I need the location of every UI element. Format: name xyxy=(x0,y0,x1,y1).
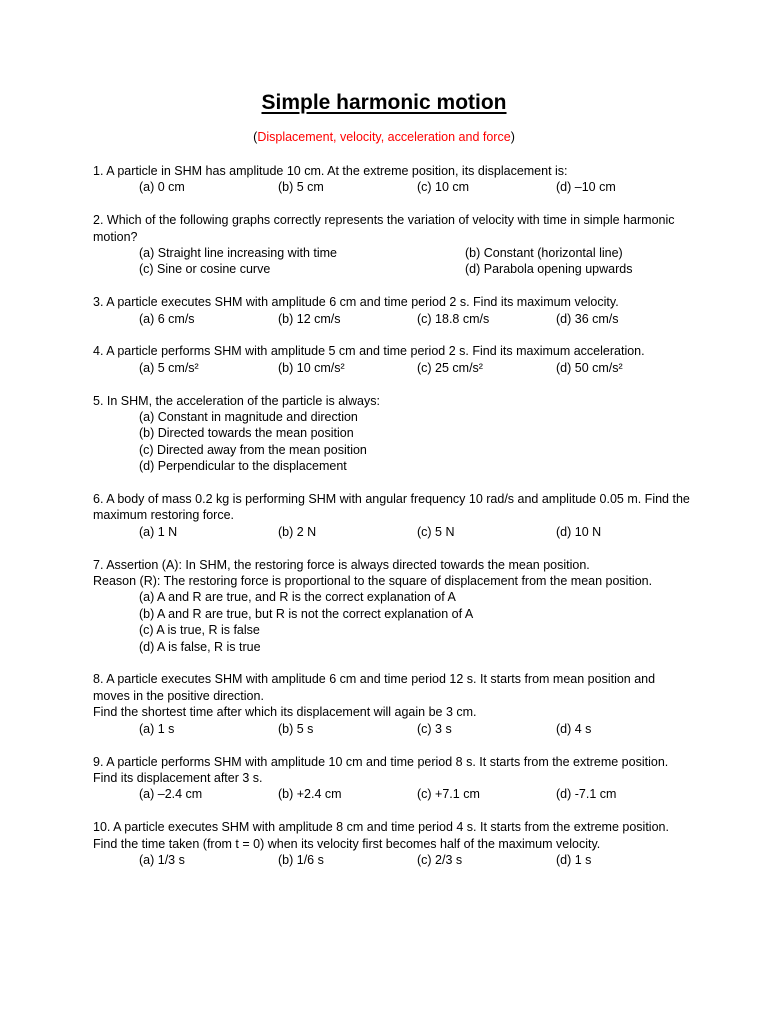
question-1 xyxy=(93,163,693,196)
question-7-option-c: (c) A is true, R is false xyxy=(139,623,260,638)
question-1-option-a: (a) 0 cm xyxy=(139,180,185,195)
question-6-options xyxy=(93,524,693,540)
question-1-options xyxy=(93,179,693,195)
question-4-text: 4. A particle performs SHM with amplitude 5 cm and time period 2 s. Find its maximum acceleration. xyxy=(93,344,645,359)
subtitle-close-paren: ) xyxy=(510,130,515,144)
question-10-option-a: (a) 1/3 s xyxy=(139,852,185,867)
question-6-option-d: (d) 10 N xyxy=(556,524,602,539)
question-8-text-2: Find the shortest time after which its displacement will again be 3 cm. xyxy=(93,705,477,720)
question-1-option-c: (c) 10 cm xyxy=(417,180,470,195)
question-9-option-c: (c) +7.1 cm xyxy=(417,787,480,802)
question-2-option-a: (a) Straight line increasing with time xyxy=(139,246,337,261)
question-9-text-2: Find its displacement after 3 s. xyxy=(93,770,263,785)
question-10-option-b: (b) 1/6 s xyxy=(278,852,324,867)
question-5-option-d: (d) Perpendicular to the displacement xyxy=(139,459,347,474)
question-2-text: 2. Which of the following graphs correctly represents the variation of velocity with time in simple harmonic motion? xyxy=(93,213,675,244)
question-6-option-c: (c) 5 N xyxy=(417,524,455,539)
page-subtitle xyxy=(0,128,768,146)
question-5-option-a: (a) Constant in magnitude and direction xyxy=(139,410,358,425)
question-10-option-d: (d) 1 s xyxy=(556,852,592,867)
question-1-option-d: (d) –10 cm xyxy=(556,180,616,195)
question-3-options xyxy=(93,311,693,327)
question-5-option-b: (b) Directed towards the mean position xyxy=(139,426,354,441)
question-2-option-d: (d) Parabola opening upwards xyxy=(465,262,633,277)
question-6-text: 6. A body of mass 0.2 kg is performing SHM with angular frequency 10 rad/s and amplitude 0.05 m. Find the maximum restoring force. xyxy=(93,492,690,523)
question-10-option-c: (c) 2/3 s xyxy=(417,852,463,867)
subtitle-open-paren: ( xyxy=(253,130,258,144)
question-10-text: 10. A particle executes SHM with amplitude 8 cm and time period 4 s. It starts from the extreme position. Find the time taken (from t = 0) when its velocity first becomes half of the maximum velocity. xyxy=(93,820,669,851)
question-9 xyxy=(93,754,693,803)
question-3-option-c: (c) 18.8 cm/s xyxy=(417,311,490,326)
page-title: Simple harmonic motion xyxy=(261,91,507,114)
question-4-option-b: (b) 10 cm/s² xyxy=(278,360,345,375)
question-2-option-c: (c) Sine or cosine curve xyxy=(139,262,271,277)
question-4-option-d: (d) 50 cm/s² xyxy=(556,360,623,375)
question-9-options xyxy=(93,786,693,802)
question-7-option-a: (a) A and R are true, and R is the correct explanation of A xyxy=(139,590,456,605)
question-8 xyxy=(93,671,693,737)
question-4-options xyxy=(93,360,693,376)
question-6-option-a: (a) 1 N xyxy=(139,524,178,539)
question-3 xyxy=(93,294,693,327)
question-8-option-d: (d) 4 s xyxy=(556,721,592,736)
subtitle-text: Displacement, velocity, acceleration and force xyxy=(257,130,511,144)
question-8-option-c: (c) 3 s xyxy=(417,721,452,736)
question-5-option-c: (c) Directed away from the mean position xyxy=(139,442,367,457)
question-10-options xyxy=(93,852,693,868)
question-8-option-b: (b) 5 s xyxy=(278,721,314,736)
question-8-options xyxy=(93,721,693,737)
question-5 xyxy=(93,393,693,475)
question-6-option-b: (b) 2 N xyxy=(278,524,317,539)
question-list xyxy=(93,163,693,885)
question-9-text: 9. A particle performs SHM with amplitude 10 cm and time period 8 s. It starts from the extreme position. xyxy=(93,754,669,769)
question-7-option-d: (d) A is false, R is true xyxy=(139,639,261,654)
question-3-option-a: (a) 6 cm/s xyxy=(139,311,195,326)
question-5-text: 5. In SHM, the acceleration of the particle is always: xyxy=(93,393,380,408)
question-2-option-b: (b) Constant (horizontal line) xyxy=(465,246,623,261)
question-9-option-a: (a) –2.4 cm xyxy=(139,787,203,802)
question-1-option-b: (b) 5 cm xyxy=(278,180,324,195)
question-7-option-b: (b) A and R are true, but R is not the correct explanation of A xyxy=(139,606,474,621)
question-7-assertion: 7. Assertion (A): In SHM, the restoring force is always directed towards the mean position. xyxy=(93,557,590,572)
question-6 xyxy=(93,491,693,540)
question-9-option-d: (d) -7.1 cm xyxy=(556,787,617,802)
question-2 xyxy=(93,212,693,278)
question-3-option-d: (d) 36 cm/s xyxy=(556,311,619,326)
question-3-text: 3. A particle executes SHM with amplitude 6 cm and time period 2 s. Find its maximum velocity. xyxy=(93,295,619,310)
question-8-text: 8. A particle executes SHM with amplitude 6 cm and time period 12 s. It starts from mean position and moves in the positive direction. xyxy=(93,672,656,703)
question-8-option-a: (a) 1 s xyxy=(139,721,175,736)
question-9-option-b: (b) +2.4 cm xyxy=(278,787,342,802)
question-5-options xyxy=(93,409,693,475)
question-3-option-b: (b) 12 cm/s xyxy=(278,311,341,326)
question-10 xyxy=(93,819,693,868)
question-2-options xyxy=(93,245,693,278)
question-4-option-c: (c) 25 cm/s² xyxy=(417,360,483,375)
question-4 xyxy=(93,343,693,376)
question-4-option-a: (a) 5 cm/s² xyxy=(139,360,199,375)
question-7 xyxy=(93,557,693,655)
question-1-text: 1. A particle in SHM has amplitude 10 cm. At the extreme position, its displacement is: xyxy=(93,164,568,178)
question-7-reason: Reason (R): The restoring force is proportional to the square of displacement from the mean position. xyxy=(93,574,653,589)
question-7-options xyxy=(93,589,693,655)
